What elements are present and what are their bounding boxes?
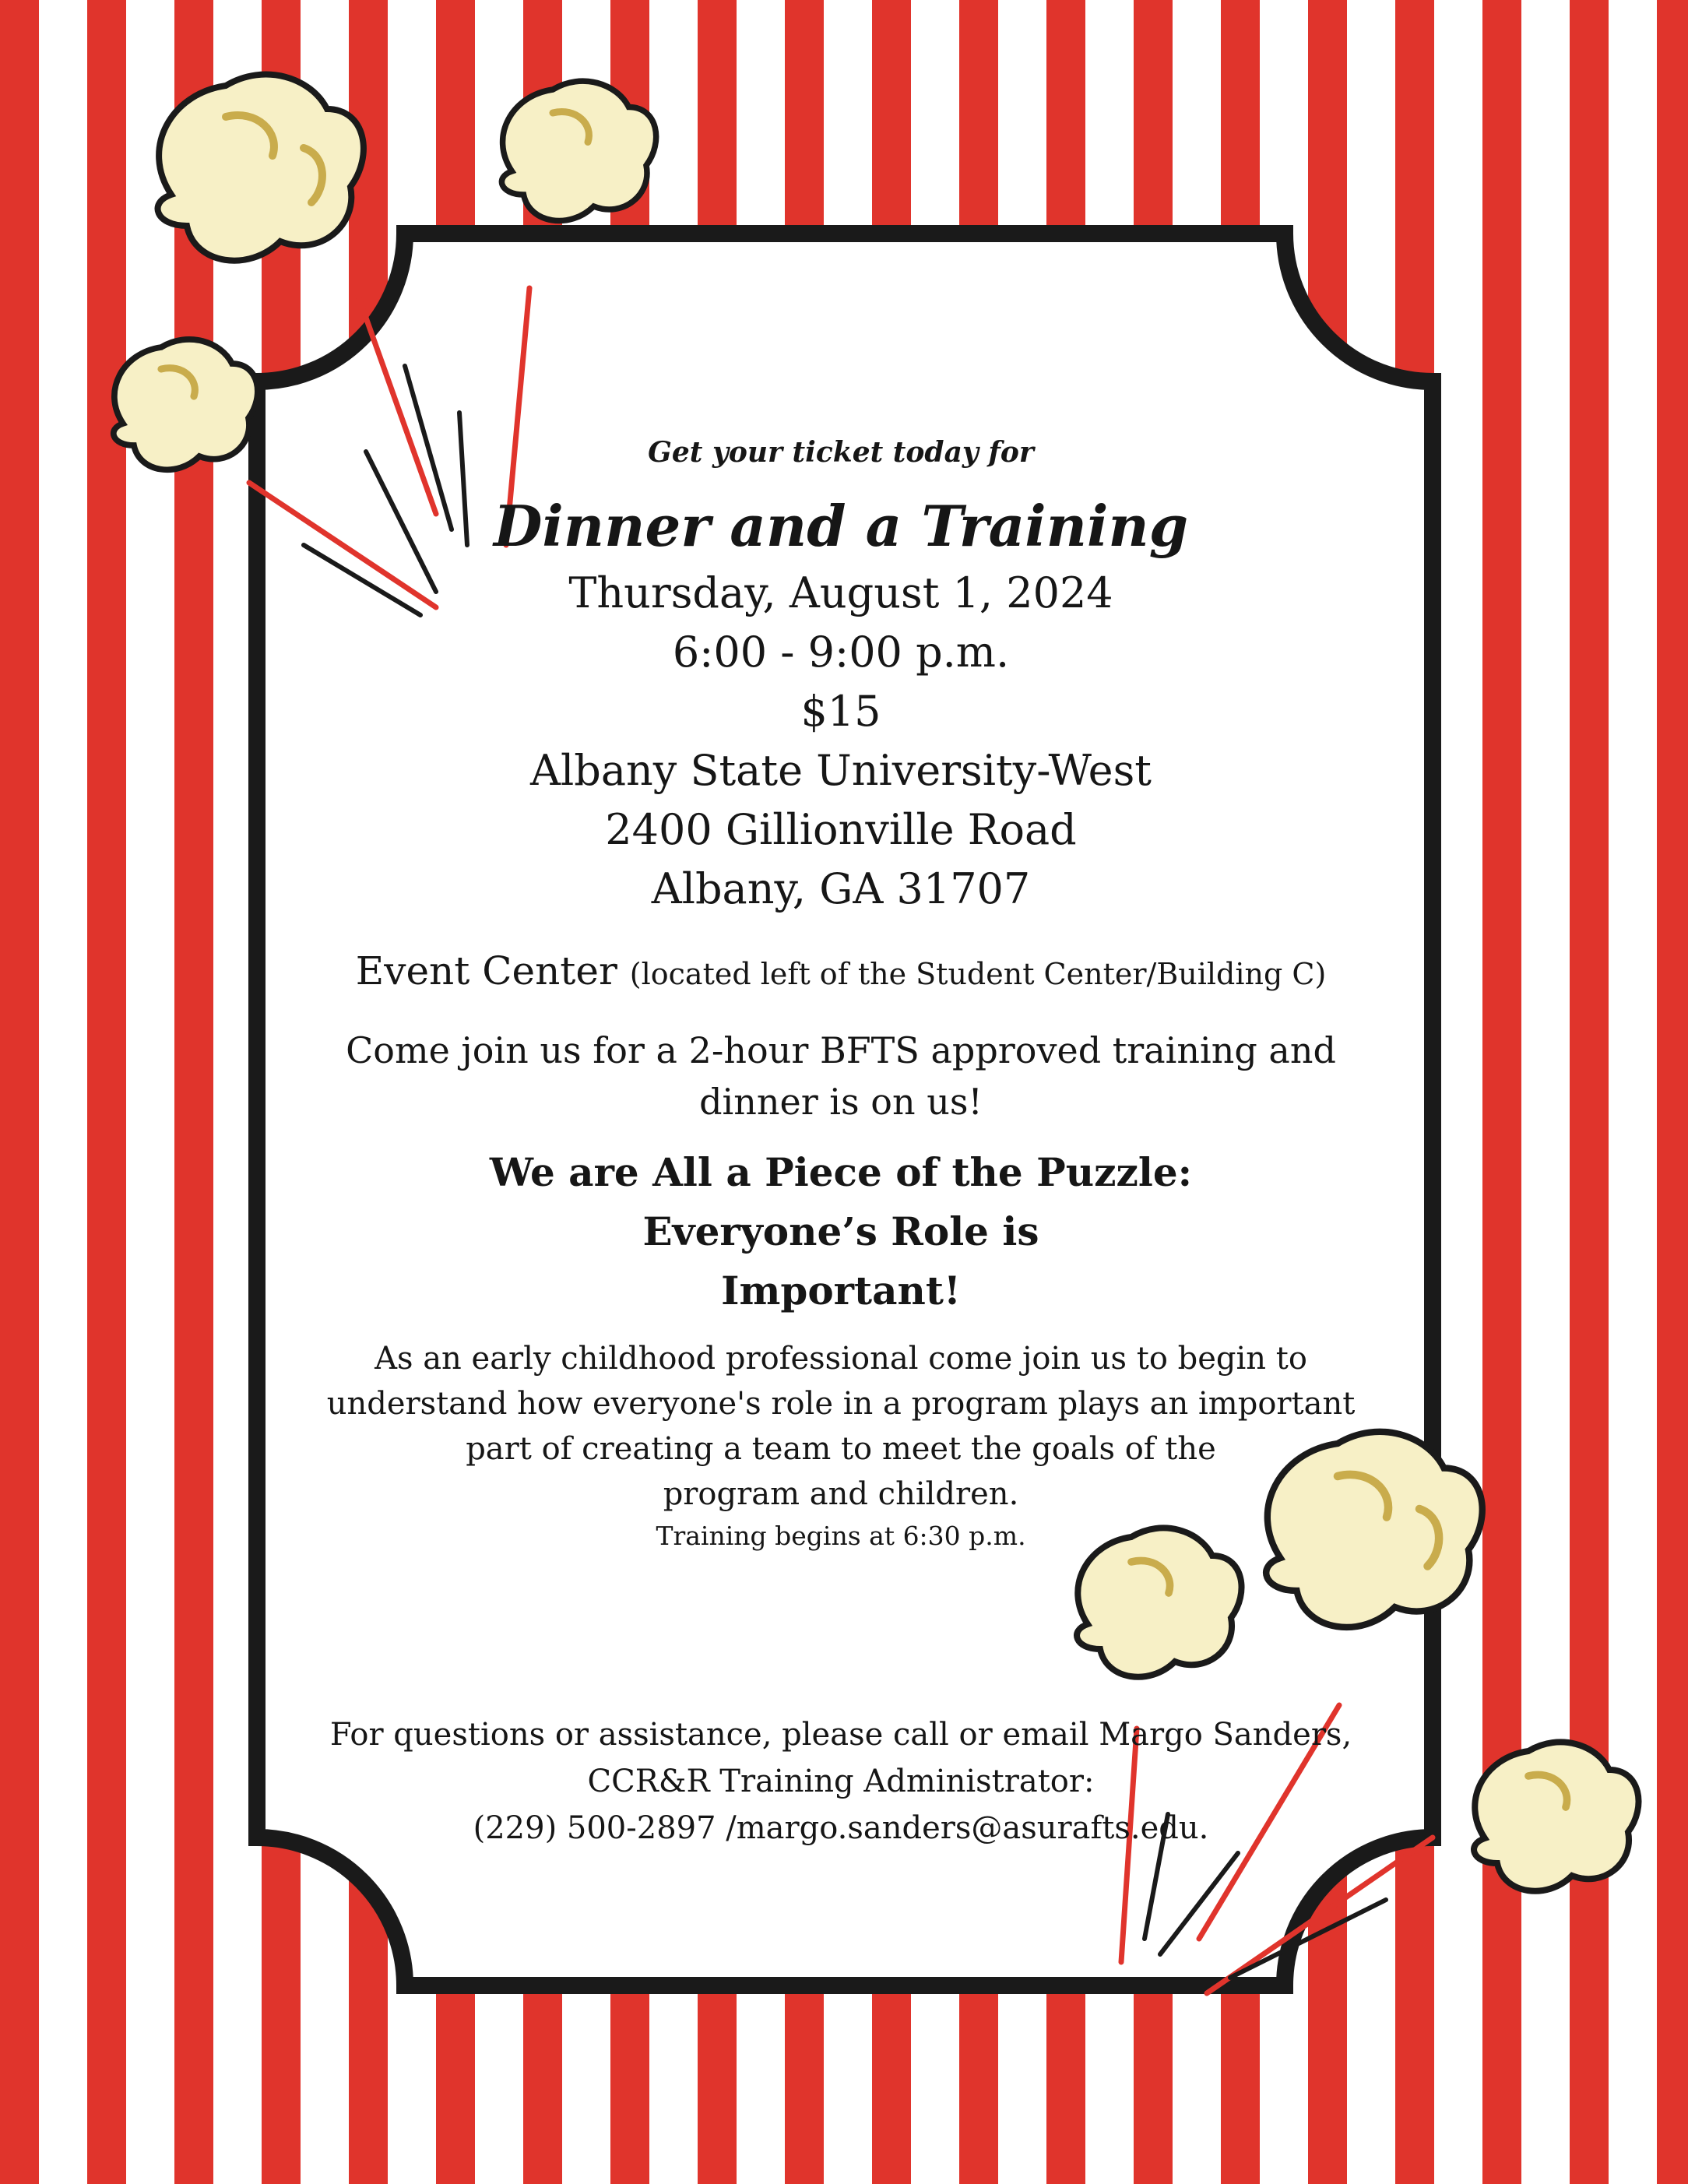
training-begins: Training begins at 6:30 p.m. (656, 1521, 1026, 1551)
contact-line: CCR&R Training Administrator: (587, 1764, 1095, 1799)
flyer-content (257, 436, 1425, 1852)
description-line: understand how everyone's role in a program plays an important (326, 1386, 1356, 1422)
contact-info (257, 1711, 1425, 1852)
headline-line: Important! (721, 1268, 961, 1314)
invite-line: dinner is on us! (699, 1081, 983, 1123)
contact-line: (229) 500-2897 /margo.sanders@asurafts.edu. (473, 1810, 1209, 1846)
description-line: As an early childhood professional come join us to begin to (375, 1341, 1307, 1377)
popcorn-icon (501, 81, 656, 220)
event-price: $15 (800, 687, 881, 736)
popcorn-icon (158, 75, 364, 261)
popcorn-icon (114, 339, 258, 470)
description-line: program and children. (663, 1476, 1019, 1512)
kicker-text: Get your ticket today for (648, 436, 1034, 469)
headline-line: Everyone’s Role is (642, 1208, 1039, 1254)
event-time: 6:00 - 9:00 p.m. (672, 628, 1010, 677)
invite-text (257, 1025, 1425, 1127)
training-headline (257, 1143, 1425, 1321)
description-line: part of creating a team to meet the goals of the (466, 1431, 1216, 1467)
training-description (257, 1336, 1425, 1556)
location-note: (located left of the Student Center/Building C) (629, 957, 1327, 991)
invite-line: Come join us for a 2-hour BFTS approved training and (346, 1029, 1336, 1071)
venue-city: Albany, GA 31707 (651, 864, 1031, 913)
location-label: Event Center (355, 948, 617, 994)
venue-street: 2400 Gillionville Road (605, 805, 1077, 854)
headline-line: We are All a Piece of the Puzzle: (489, 1149, 1193, 1195)
location-line (257, 944, 1425, 1001)
popcorn-icon (1474, 1742, 1638, 1890)
venue-name: Albany State University-West (530, 746, 1152, 795)
contact-line: For questions or assistance, please call or email Margo Sanders, (329, 1717, 1352, 1753)
event-date: Thursday, August 1, 2024 (568, 568, 1113, 617)
event-title: Dinner and a Training (493, 493, 1189, 559)
